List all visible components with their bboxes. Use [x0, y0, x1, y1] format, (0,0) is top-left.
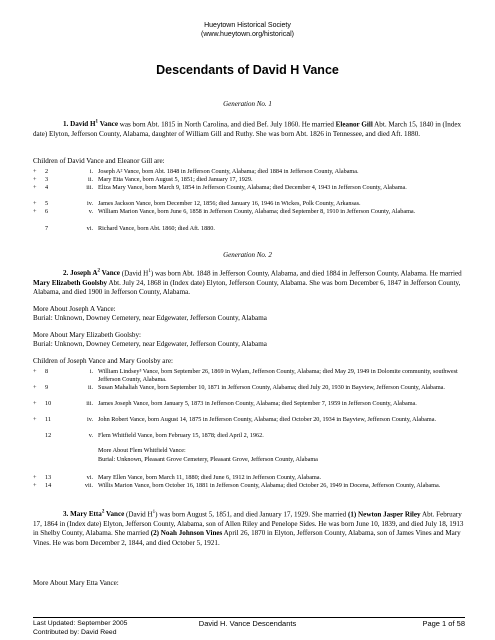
person-surname: Vance	[101, 269, 120, 278]
child-number: 5	[45, 200, 49, 207]
entry-text: ) was born August 5, 1851, and died January 17, 1929. She married	[155, 510, 349, 519]
child-text: William Marion Vance, born June 6, 1858 in Jefferson County, Alabama; died September 8, 1910 in Jefferson County, Alabama.	[98, 208, 416, 215]
generation-1-label: Generation No. 1	[223, 100, 272, 108]
spouse-name: (2) Noah Johnson Vines	[150, 529, 223, 538]
header-society: Hueytown Historical Society	[204, 22, 291, 29]
entry-text: was born Abt. 1815 in North Carolina, and died Bef. July 1860. He married	[117, 120, 336, 129]
child-number: 12	[45, 432, 52, 439]
child-roman: ii.	[88, 176, 93, 183]
child-text: Joseph A² Vance, born Abt. 1848 in Jefferson County, Alabama; died 1884 in Jefferson County, Alabama.	[98, 168, 359, 175]
person-name: Mary Etta	[70, 510, 102, 519]
child-number: 8	[45, 368, 49, 375]
person-name: Joseph A	[70, 269, 98, 278]
child-text: Susan Mahaliah Vance, born September 10, 1871 in Jefferson County, Alabama; died July 20, 1930 in Bayview, Jefferson County, Alabama.	[98, 384, 445, 391]
child-text: Eliza Mary Vance, born March 9, 1854 in Jefferson County, Alabama; died December 4, 1943 in Jefferson County, Alabama.	[98, 184, 407, 191]
page-number: Page 1 of 58	[422, 619, 465, 628]
descendant-marker: +	[33, 384, 37, 391]
child-number: 4	[45, 184, 49, 191]
descendant-marker: +	[33, 208, 37, 215]
entry-num: 2.	[63, 269, 69, 278]
spouse-name: (1) Newton Jasper Riley	[348, 510, 421, 519]
descendant-marker: +	[33, 176, 37, 183]
entry-num: 3.	[63, 510, 69, 519]
footer-divider	[33, 617, 465, 618]
more-about-title: More About Mary Etta Vance:	[33, 579, 119, 587]
parent-sup: 1	[152, 510, 156, 515]
child-text: Mary Ellen Vance, born March 11, 1880; died June 6, 1912 in Jefferson County, Alabama.	[98, 474, 322, 481]
child-roman: vii.	[84, 482, 93, 489]
footer-contributor: Contributed by: David Reed	[33, 629, 117, 636]
child-roman: i.	[89, 368, 93, 375]
person-surname: Vance	[99, 120, 118, 129]
descendant-marker: +	[33, 482, 37, 489]
entry-2	[33, 267, 465, 298]
child-roman: iv.	[87, 200, 93, 207]
more-about-title: More About Flem Whitfield Vance:	[98, 447, 186, 454]
child-text: John Robert Vance, born August 14, 1875 in Jefferson County, Alabama; died October 20, 1934 in Bayview, Jefferson County, Alabama.	[98, 416, 437, 423]
parent-sup: 1	[148, 269, 151, 274]
descendant-marker: +	[33, 416, 37, 423]
entry-text: April 26, 1870 in Elyton, Jefferson County, Alabama, son of James Vines and Mary Vines. He was born December 2, 1844, and died October 5, 1921.	[33, 529, 461, 547]
child-number: 10	[45, 400, 52, 407]
person-name: David H	[70, 120, 96, 129]
child-number: 6	[45, 208, 49, 215]
parent-ref: (David H	[119, 269, 149, 278]
children-label: Children of David Vance and Eleanor Gill are:	[33, 157, 165, 165]
entry-text: ) was born Abt. 1848 in Jefferson County, Alabama, and died 1884 in Jefferson County, Alabama. He married	[150, 269, 462, 278]
entry-text: Abt. July 24, 1868 in (Index date) Elyton, Jefferson County, Alabama. She was born December 6, 1847 in Jefferson County, Alabama, and died 1900 in Jefferson County, Alabama.	[33, 278, 461, 297]
child-number: 11	[45, 416, 51, 423]
child-roman: iv.	[87, 416, 93, 423]
child-roman: i.	[89, 168, 93, 175]
child-number: 14	[45, 482, 52, 489]
descendant-marker: +	[33, 400, 37, 407]
descendant-marker: +	[33, 200, 37, 207]
child-roman: iii.	[86, 184, 93, 191]
page-title: Descendants of David H Vance	[156, 63, 339, 77]
more-about-title: More About Mary Elizabeth Goolsby:	[33, 331, 141, 339]
child-roman: v.	[88, 208, 93, 215]
footer-updated: Last Updated: September 2005	[33, 620, 128, 627]
descendant-marker: +	[33, 184, 37, 191]
generation-sup: 2	[101, 510, 105, 515]
entry-text: Abt. February 17, 1864 in (Index date) Elyton, Jefferson County, Alabama, son of Allen Riley and Penelope Sides. He was born June 10, 1839, and died July 18, 1913 in Shelby County, Alabama. She married	[33, 510, 464, 538]
footer-title: David H. Vance Descendants	[198, 619, 297, 628]
child-text: Richard Vance, born Abt. 1860; died Aft. 1880.	[98, 225, 215, 232]
child-text: William Lindsey³ Vance, born September 26, 1869 in Wylam, Jefferson County, Alabama; died May 29, 1949 in Dolomite community, southwest Jefferson County, Alabama.	[98, 368, 458, 383]
child-roman: vi.	[86, 474, 93, 481]
burial-text: Burial: Unknown, Downey Cemetery, near Edgewater, Jefferson County, Alabama	[33, 314, 267, 322]
child-number: 3	[45, 176, 49, 183]
parent-ref: (David H	[124, 510, 153, 519]
entry-num: 1.	[63, 120, 69, 129]
more-about-title: More About Joseph A Vance:	[33, 305, 116, 313]
descendant-marker: +	[33, 168, 37, 175]
child-number: 7	[45, 225, 49, 232]
burial-text: Burial: Unknown, Pleasant Grove Cemetery, Pleasant Grove, Jefferson County, Alabama	[98, 456, 318, 463]
descendant-marker: +	[33, 368, 37, 375]
child-roman: ii.	[88, 384, 93, 391]
entry-text: Abt. March 15, 1840 in (Index date) Elyton, Jefferson County, Alabama, daughter of William Gill and Ruthy. She was born Abt. 1826 in Tennessee, and died Aft. 1880.	[33, 120, 462, 138]
generation-2-label: Generation No. 2	[223, 251, 272, 259]
spouse-name: Mary Elizabeth Goolsby	[33, 278, 108, 287]
child-text: James Jackson Vance, born December 12, 1856; died January 16, 1946 in Wickes, Polk County, Arkansas.	[98, 200, 361, 207]
child-text: James Joseph Vance, born January 5, 1873 in Jefferson County, Alabama; died September 7, 1959 in Jefferson County, Alabama.	[98, 400, 417, 407]
entry-3	[33, 508, 465, 548]
child-text: Flem Whitfield Vance, born February 15, 1878; died April 2, 1962.	[98, 432, 264, 439]
header-url: (www.hueytown.org/historical)	[201, 31, 294, 38]
child-text: Willis Marion Vance, born October 16, 1881 in Jefferson County, Alabama; died October 26, 1949 in Docena, Jefferson County, Alabama.	[98, 482, 441, 489]
child-roman: iii.	[86, 400, 93, 407]
child-number: 2	[45, 168, 49, 175]
burial-text: Burial: Unknown, Downey Cemetery, near Edgewater, Jefferson County, Alabama	[33, 340, 267, 348]
children-label: Children of Joseph Vance and Mary Goolsby are:	[33, 357, 173, 365]
child-number: 13	[45, 474, 52, 481]
spouse-name: Eleanor Gill	[335, 120, 373, 129]
child-text: Mary Etta Vance, born August 5, 1851; died January 17, 1929.	[98, 176, 253, 183]
generation-sup: 2	[97, 269, 101, 274]
generation-sup: 1	[95, 120, 99, 125]
person-surname: Vance	[105, 510, 125, 519]
descendant-marker: +	[33, 474, 37, 481]
child-number: 9	[45, 384, 49, 391]
entry-1	[33, 118, 465, 139]
child-roman: vi.	[86, 225, 93, 232]
child-roman: v.	[88, 432, 93, 439]
